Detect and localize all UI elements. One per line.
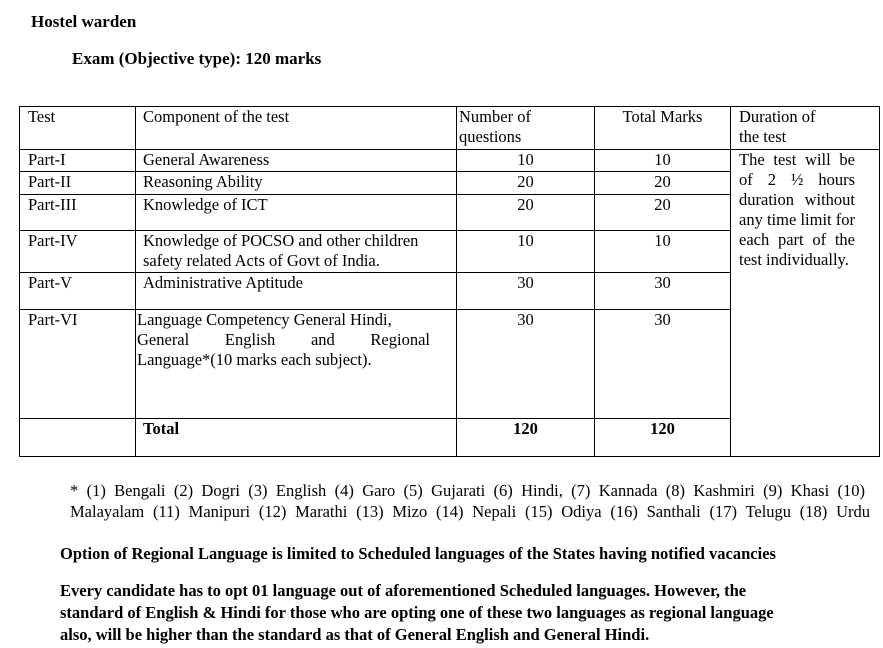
languages-line-2: Malayalam (11) Manipuri (12) Marathi (13) Mizo (14) Nepali (15) Odiya (16) Santhali (17) Telugu (18) Urdu <box>70 502 870 521</box>
exam-pattern-table <box>19 106 880 457</box>
row-component: Knowledge of ICT <box>136 195 457 231</box>
row-marks: 30 <box>595 310 731 419</box>
total-label: Total <box>136 419 457 457</box>
header-component: Component of the test <box>136 107 457 150</box>
row-questions: 10 <box>457 231 595 273</box>
table-row <box>20 150 880 172</box>
row-questions: 20 <box>457 172 595 195</box>
header-questions: Number of questions <box>457 107 595 150</box>
duration-text: The test will be of 2 ½ hours duration without any time limit for each part of the test individually. <box>739 150 855 269</box>
row-component: Language Competency General Hindi, General English and Regional Language*(10 marks each subject). <box>136 310 457 419</box>
row-test: Part-VI <box>20 310 136 419</box>
languages-footnote <box>70 480 870 522</box>
header-duration: Duration of the test <box>731 107 880 150</box>
row-test: Part-V <box>20 273 136 310</box>
row-marks: 20 <box>595 172 731 195</box>
duration-cell <box>731 150 880 457</box>
row-questions: 30 <box>457 310 595 419</box>
row-component: Reasoning Ability <box>136 172 457 195</box>
language-standard-note: Every candidate has to opt 01 language out of aforementioned Scheduled languages. However, the standard of English & Hindi for those who are opting one of these two languages as regional language also, will be higher than the standard as that of General English and General Hindi. <box>60 581 774 644</box>
languages-line-1: * (1) Bengali (2) Dogri (3) English (4) Garo (5) Gujarati (6) Hindi, (7) Kannada (8) Kashmiri (9) Khasi (10) <box>70 481 865 500</box>
row-marks: 10 <box>595 150 731 172</box>
row-marks: 10 <box>595 231 731 273</box>
row-component: Knowledge of POCSO and other children safety related Acts of Govt of India. <box>136 231 457 273</box>
table-header-row <box>20 107 880 150</box>
row-marks: 20 <box>595 195 731 231</box>
row-test: Part-III <box>20 195 136 231</box>
total-marks: 120 <box>595 419 731 457</box>
total-questions: 120 <box>457 419 595 457</box>
row-component: General Awareness <box>136 150 457 172</box>
total-empty-cell <box>20 419 136 457</box>
row-questions: 20 <box>457 195 595 231</box>
row-component: Administrative Aptitude <box>136 273 457 310</box>
header-test: Test <box>20 107 136 150</box>
regional-language-note: Option of Regional Language is limited to Scheduled languages of the States having notified vacancies <box>60 544 776 563</box>
row-test: Part-I <box>20 150 136 172</box>
row-marks: 30 <box>595 273 731 310</box>
header-total-marks: Total Marks <box>595 107 731 150</box>
row-test: Part-IV <box>20 231 136 273</box>
row-questions: 10 <box>457 150 595 172</box>
row-questions: 30 <box>457 273 595 310</box>
row-test: Part-II <box>20 172 136 195</box>
page-title: Hostel warden <box>31 12 137 31</box>
exam-subtitle: Exam (Objective type): 120 marks <box>72 49 322 68</box>
